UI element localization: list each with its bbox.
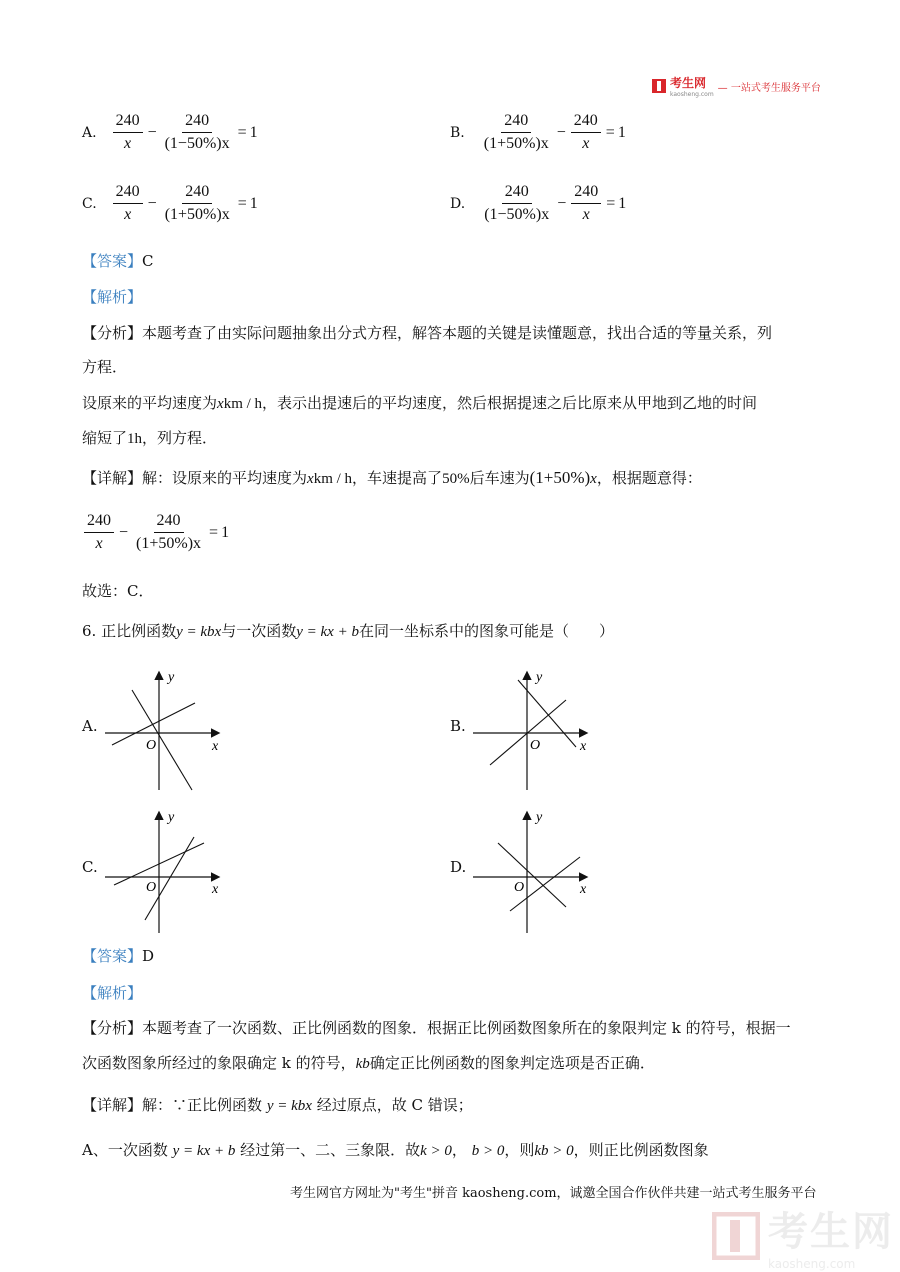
graph-a	[100, 665, 230, 795]
q5-option-d: D. $\frac{240}{(1-50\%)x}$ − $\frac{240}{x}$ = 1	[450, 183, 627, 223]
graph-b	[468, 665, 598, 795]
watermark	[712, 1200, 894, 1271]
graph-b-x-label: x	[580, 739, 587, 754]
q5-analysis-tag: 【解析】	[82, 288, 143, 306]
q5-final-equation: $\frac{240}{x}$ − $\frac{240}{(1+50\%)x}$ = 1	[82, 512, 229, 553]
graph-a-x-label: x	[212, 739, 219, 754]
q6-fenxi-2: 次函数图象所经过的象限确定 k 的符号，kb确定正比例函数的图象判定选项是否正确．	[82, 1054, 655, 1072]
q5-para2: 缩短了1h，列方程．	[82, 429, 218, 447]
graph-d-origin: O	[514, 880, 525, 895]
graph-d-label: D.	[450, 858, 467, 876]
graph-d-y-label: y	[536, 810, 543, 825]
logo-icon	[652, 79, 666, 93]
q6-answer: 【答案】D	[82, 947, 155, 965]
q5-xiangjie: 【详解】解：设原来的平均速度为xkm / h，车速提高了50%后车速为(1+50%)x，根据题意得：	[82, 468, 702, 487]
graph-c	[100, 805, 230, 935]
watermark-logo-icon	[712, 1212, 760, 1260]
q5-option-b: B. $\frac{240}{(1+50\%)x}$ − $\frac{240}{x}$ = 1	[450, 112, 626, 152]
q6-analysis-tag: 【解析】	[82, 984, 143, 1002]
q6-xiangjie: 【详解】解：∵正比例函数 y = kbx 经过原点，故 C 错误；	[82, 1096, 473, 1114]
graph-a-origin: O	[146, 738, 157, 753]
q5-para1: 设原来的平均速度为xkm / h，表示出提速后的平均速度，然后根据提速之后比原来从甲地到乙地的时间	[82, 394, 758, 412]
q5-option-a: A. $\frac{240}{x}$ − $\frac{240}{(1-50\%)x}$ = 1	[82, 112, 258, 152]
graph-d-x-label: x	[580, 882, 587, 897]
q5-option-c: C. $\frac{240}{x}$ − $\frac{240}{(1+50\%)x}$ = 1	[82, 183, 258, 223]
graph-c-line-2	[145, 837, 194, 920]
graph-b-label: B.	[450, 717, 466, 735]
q5-fenxi-2: 方程．	[82, 358, 128, 376]
graph-a-line-1	[132, 690, 192, 790]
header-logo	[652, 74, 821, 98]
graph-c-label: C.	[82, 858, 98, 876]
graph-c-origin: O	[146, 880, 157, 895]
watermark-sub: kaosheng.com	[768, 1257, 856, 1271]
graph-a-y-label: y	[168, 670, 175, 685]
q6-stem: 6. 正比例函数y = kbx与一次函数y = kx + b在同一坐标系中的图象可能是（ ）	[82, 622, 614, 640]
graph-a-label: A.	[82, 717, 98, 735]
logo-domain: kaosheng.com	[670, 91, 714, 98]
graph-c-y-label: y	[168, 810, 175, 825]
q5-fenxi: 【分析】本题考查了由实际问题抽象出分式方程，解答本题的关键是读懂题意，找出合适的等量关系，列	[82, 324, 773, 342]
q6-last-line: A、一次函数 y = kx + b 经过第一、二、三象限．故k > 0， b > 0，则kb > 0，则正比例函数图象	[82, 1141, 709, 1159]
graph-c-x-label: x	[212, 882, 219, 897]
graph-b-y-label: y	[536, 670, 543, 685]
q5-conclusion: 故选：C．	[82, 582, 154, 600]
watermark-text: 考生网	[768, 1209, 894, 1255]
q5-answer: 【答案】C	[82, 252, 154, 270]
header-slogan: — 一站式考生服务平台	[717, 82, 821, 94]
graph-b-origin: O	[530, 738, 541, 753]
graph-d	[468, 805, 598, 935]
q6-fenxi: 【分析】本题考查了一次函数、正比例函数的图象．根据正比例函数图象所在的象限判定 k 的符号，根据一	[82, 1019, 791, 1037]
logo-name: 考生网	[670, 76, 707, 90]
footer-text: 考生网官方网址为"考生"拼音 kaosheng.com，诚邀全国合作伙伴共建一站式考生服务平台	[290, 1186, 817, 1201]
